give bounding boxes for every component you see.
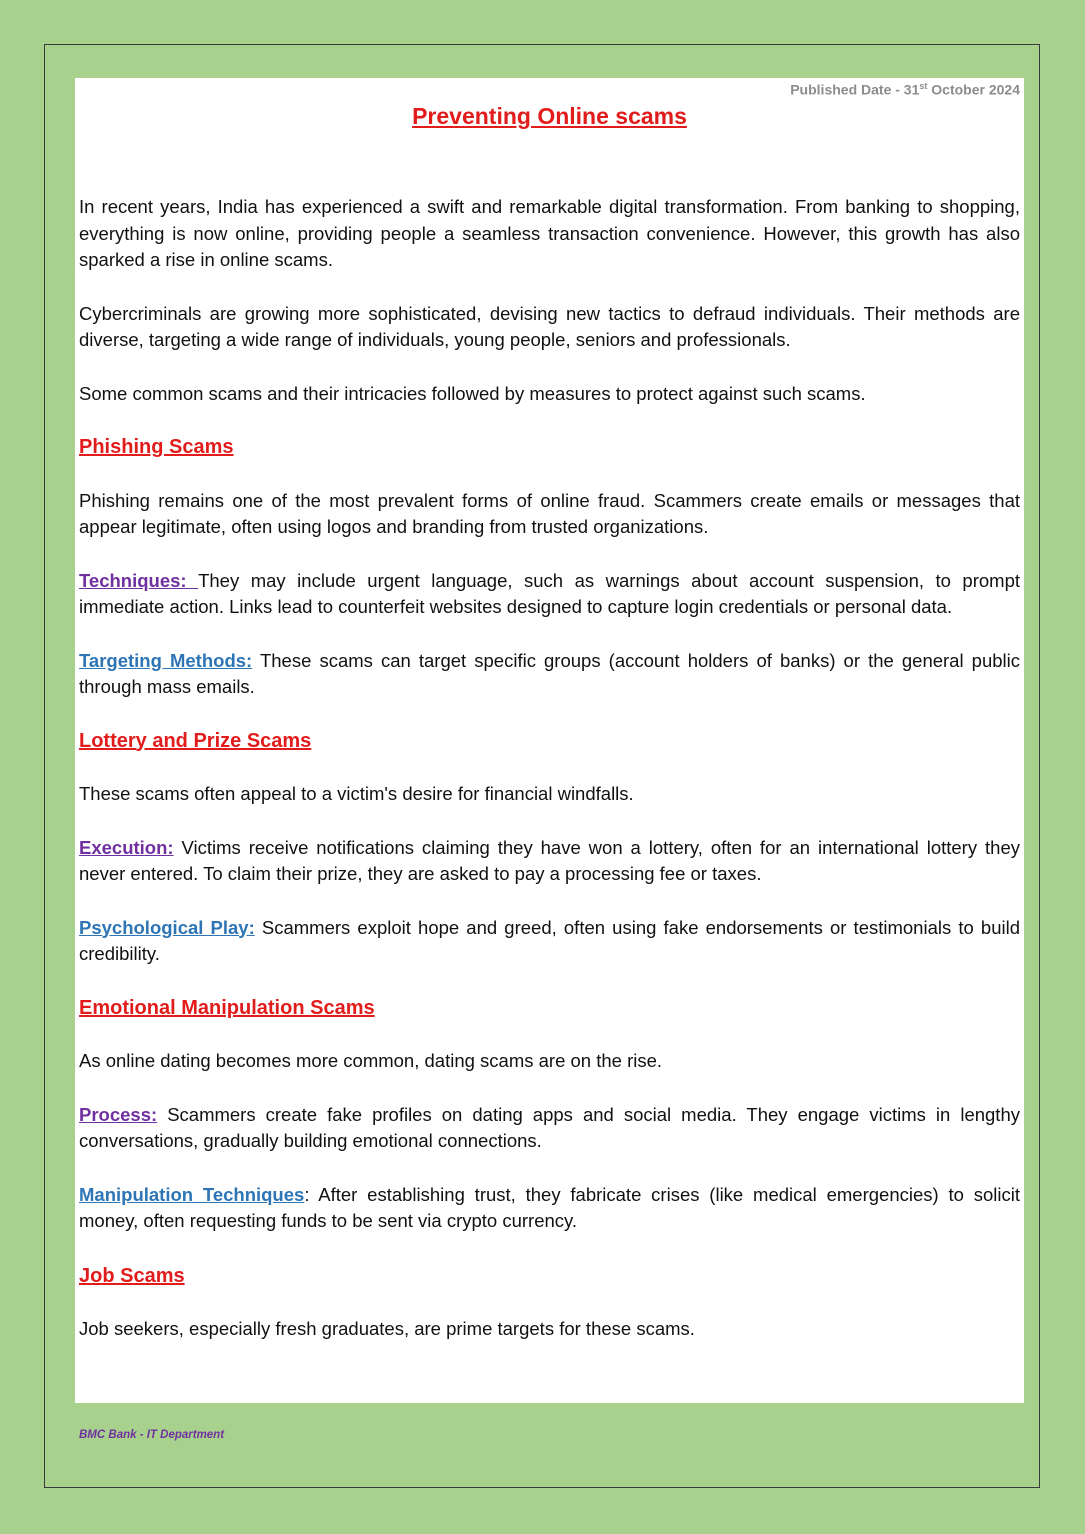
point-text: Victims receive notifications claiming they have won a lottery, often for an international lottery they never entered. To claim their prize, they are asked to pay a processing fee or taxes. [79, 836, 1020, 884]
point-label: Techniques: [79, 569, 199, 591]
section-intro: These scams often appeal to a victim's desire for financial windfalls. [79, 783, 634, 804]
section-heading-job: Job Scams [79, 1264, 185, 1287]
document-body [79, 194, 1020, 1370]
section-heading-phishing: Phishing Scams [79, 436, 234, 458]
section-intro: As online dating becomes more common, dating scams are on the rise. [79, 1050, 663, 1071]
document-page [75, 78, 1024, 1403]
point-text: : After establishing trust, they fabricate crises (like medical emergencies) to solicit money, often requesting funds to be sent via crypto currency. [79, 1183, 1021, 1231]
section-point [79, 835, 1020, 888]
point-text: These scams can target specific groups (account holders of banks) or the general public through mass emails. [79, 649, 1020, 697]
section-point [79, 648, 1020, 701]
point-label: Execution: [79, 836, 174, 858]
point-label: Process: [79, 1103, 158, 1125]
section-heading-emotional: Emotional Manipulation Scams [79, 996, 375, 1019]
published-date: Published Date - 31st October 2024 [790, 81, 1020, 98]
section-intro: Job seekers, especially fresh graduates, are prime targets for these scams. [79, 1318, 695, 1339]
section-point [79, 915, 1020, 968]
section-point [79, 568, 1020, 621]
intro-paragraph: Some common scams and their intricacies followed by measures to protect against such scams. [79, 382, 866, 404]
point-label: Manipulation Techniques [79, 1183, 305, 1205]
footer-text: BMC Bank - IT Department [79, 1429, 225, 1441]
intro-paragraph: Cybercriminals are growing more sophisticated, devising new tactics to defraud individuals. Their methods are diverse, targeting a wide range of individuals, young people, seniors and professionals. [79, 302, 1020, 350]
point-label: Targeting Methods: [79, 649, 253, 671]
section-heading-lottery: Lottery and Prize Scams [79, 729, 312, 752]
point-text: Scammers exploit hope and greed, often using fake endorsements or testimonials to build credibility. [79, 916, 1021, 964]
section-point [79, 1182, 1020, 1235]
point-text: Scammers create fake profiles on dating apps and social media. They engage victims in lengthy conversations, gradually building emotional connections. [79, 1103, 1020, 1151]
section-point [79, 1102, 1020, 1155]
section-intro: Phishing remains one of the most prevalent forms of online fraud. Scammers create emails or messages that appear legitimate, often using logos and branding from trusted organizations. [79, 489, 1020, 537]
point-text: They may include urgent language, such as warnings about account suspension, to prompt immediate action. Links lead to counterfeit websites designed to capture login credentials or personal data. [79, 569, 1020, 617]
point-label: Psychological Play: [79, 916, 255, 938]
intro-paragraph: In recent years, India has experienced a swift and remarkable digital transformation. From banking to shopping, everything is now online, providing people a seamless transaction convenience. However, this growth has also sparked a rise in online scams. [79, 196, 1020, 270]
document-title: Preventing Online scams [412, 103, 687, 129]
